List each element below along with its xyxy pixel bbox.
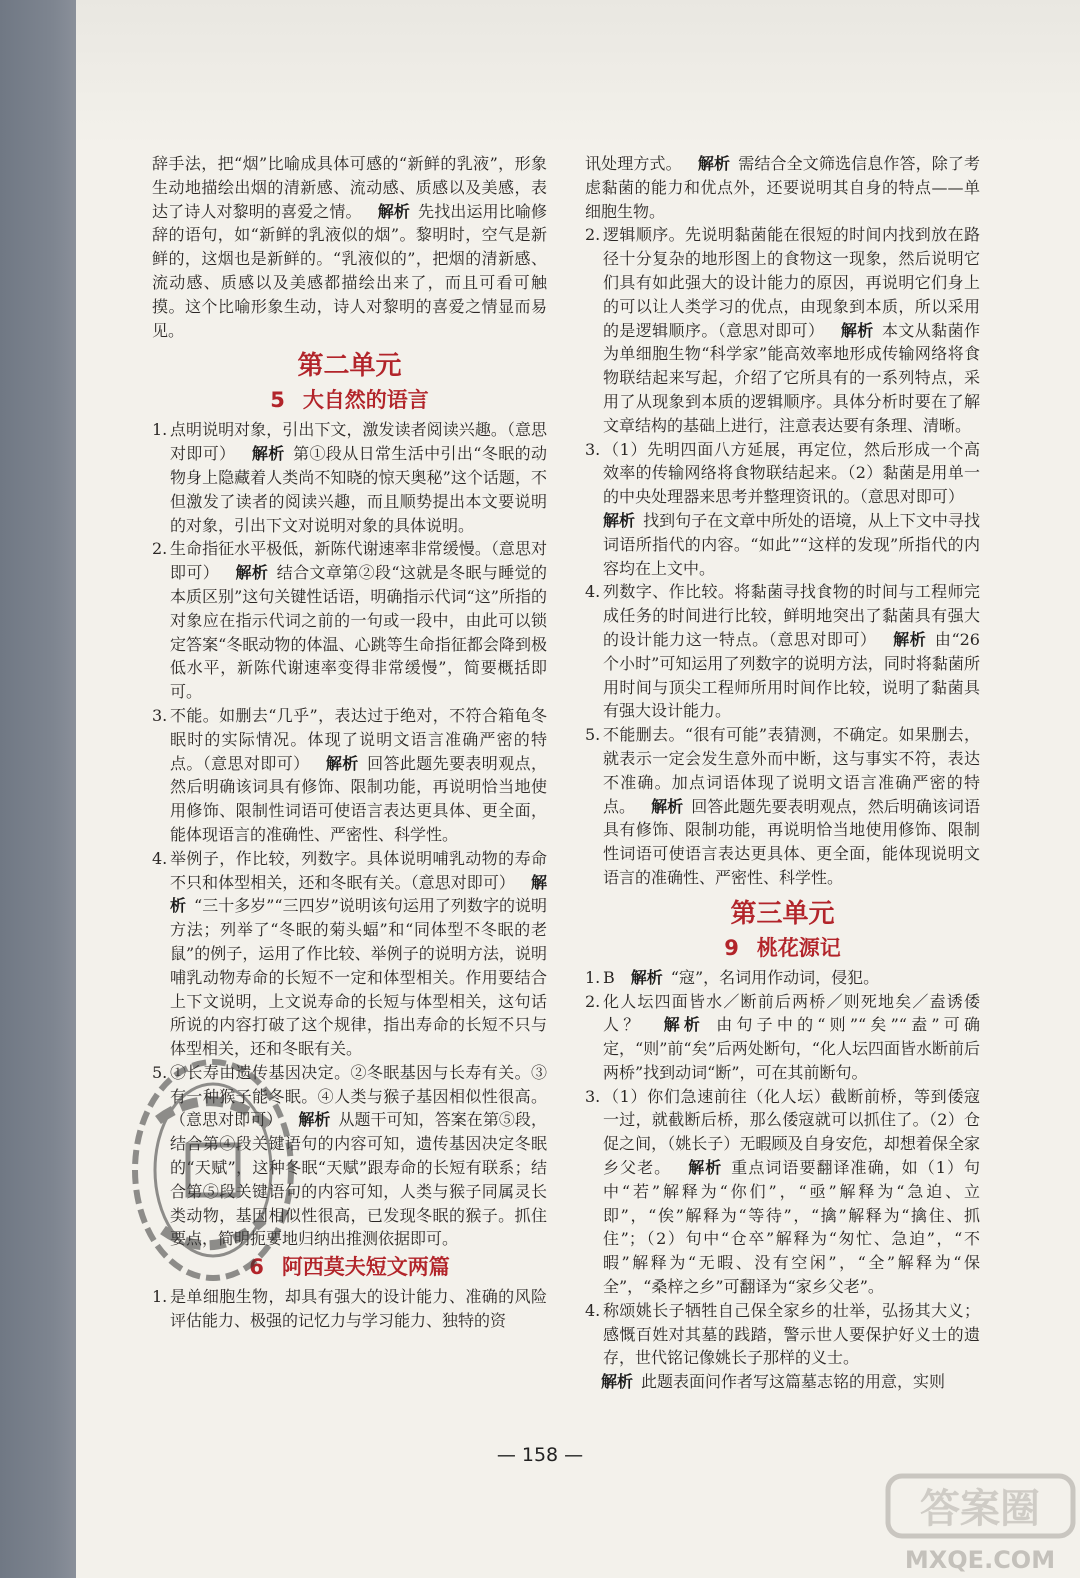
lesson-number: 6 [249,1255,264,1280]
page-number: — 158 — [496,1444,584,1466]
analysis-label: 解析 [659,1015,705,1035]
analysis-text: “寇”，名词用作动词，侵犯。 [670,967,880,987]
answer-text: 讯处理方式。 [585,154,682,173]
answer-continuation [152,152,547,342]
answer-text: 称颂姚长子牺牲自己保全家乡的壮举，弘扬其大义；感慨百姓对其墓的践踏，警示世人要保护好义士的遗存，世代铭记像姚长子那样的义士。 [603,1300,980,1368]
answer-number: 1. [152,420,168,440]
answer-number: 1. [152,1287,168,1307]
analysis-text: 回答此题先要表明观点，然后明确该词语具有修饰、限制功能，再说明恰当地使用修饰、限制性词语可使语言表达更具体、更全面，能体现说明文语言的准确性、严密性、科学性。 [603,796,980,887]
watermark-url: MXQE.COM [904,1546,1056,1574]
analysis-text: 找到句子在文章中所处的语境，从上下文中寻找词语所指代的内容。“如此”“这样的发现”所指代的内容均在上文中。 [603,510,980,578]
lesson-heading [152,384,547,416]
answer-item [585,966,980,990]
unit-heading: 第三单元 [730,898,835,929]
answer-text: 生命指征水平极低，新陈代谢速率非常缓慢。（意思对即可） [170,539,547,583]
answer-item [585,580,980,723]
analysis-label: 解析 [651,796,684,816]
book-spine-shadow [0,0,76,1578]
answer-number: 2. [585,225,601,245]
answer-item [152,847,547,1061]
answer-item [585,438,980,581]
answer-number: 3. [152,705,168,725]
analysis-label: 解析 [325,753,359,773]
answer-text: （1）先明四面八方延展，再定位，然后形成一个高效率的传输网络将食物联结起来。（2）黏菌是用单一的中央处理器来思考并整理资讯的。（意思对即可） [603,439,980,507]
right-column [585,152,980,1394]
answer-text: 点明说明对象，引出下文，激发读者阅读兴趣。（意思对即可） [170,420,547,464]
analysis-text: 结合文章第②段“这就是冬眠与睡觉的本质区别”这句关键性话语，明确指示代词“这”所指的对象应在指示代词之前的一句或一段中，由此可以锁定答案“冬眠动物的体温、心跳等生命指征都会降到极低水平，新陈代谢速率变得非常缓慢”，简要概括即可。 [170,563,547,702]
answer-text: 是单细胞生物，却具有强大的设计能力、准确的风险评估能力、极强的记忆力与学习能力、独特的资 [170,1287,547,1331]
answer-text: 举例子，作比较，列数字。具体说明哺乳动物的寿命不只和体型相关，还和冬眠有关。（意思对即可） [170,848,547,892]
page-top-margin [76,0,1080,145]
analysis-label: 解析 [840,320,874,340]
answer-text: 不能删去。“很有可能”表猜测，不确定。如果删去，就表示一定会发生意外而中断，这与事实不符，表达不准确。加点词语体现了说明文语言准确严密的特点。 [603,725,980,816]
lesson-title: 阿西莫夫短文两篇 [281,1255,450,1280]
answer-continuation [585,152,980,223]
answer-number: 3. [585,439,601,459]
analysis-text: 重点词语要翻译准确，如（1）句中“若”解释为“你们”，“亟”解释为“急迫、立即”，“俟”解释为“等待”，“擒”解释为“擒住、抓住”；（2）句中“仓卒”解释为“匆忙、急迫”，“不暇”解释为“无暇、没有空闲”，“全”解释为“保全”，“桑梓之乡”可翻译为“家乡父老”。 [603,1158,980,1297]
answer-item [585,1299,980,1370]
analysis-text: 回答此题先要表明观点，然后明确该词具有修饰、限制功能，再说明恰当地使用修饰、限制性词语可使语言表达更具体、更全面，能体现语言的准确性、严密性、科学性。 [170,753,547,844]
answer-number: 2. [585,991,601,1011]
analysis-text: 此题表面问作者写这篇墓志铭的用意，实则 [641,1372,946,1392]
lesson-number: 5 [270,388,285,413]
analysis-label: 解析 [892,629,927,649]
answer-item [585,723,980,890]
answer-number: 1. [585,967,601,987]
lesson-title: 桃花源记 [756,935,841,960]
answer-item [152,537,547,704]
lesson-number: 9 [724,935,739,960]
stamp-icon [118,1050,308,1290]
analysis-text: 先找出运用比喻修辞的语句，如“新鲜的乳液似的烟”。黎明时，空气是新鲜的，这烟也是新鲜的。“乳液似的”，把烟的清新感、流动感、质感以及美感都描绘出来了，而且可看可触摸。这个比喻形象生动，诗人对黎明的喜爱之情显而易见。 [152,201,547,340]
answer-continuation [585,1370,980,1394]
lesson-title: 大自然的语言 [302,388,429,413]
analysis-label: 解析 [601,1372,634,1392]
watermark-logo [870,1470,1080,1578]
analysis-label: 解析 [235,563,269,583]
answer-number: 4. [585,1300,601,1320]
analysis-label: 解析 [377,201,410,221]
analysis-label: 解析 [687,1158,723,1178]
analysis-text: 从题干可知，答案在第⑤段，结合第④段关键语句的内容可知，遗传基因决定冬眠的“天赋”，这种冬眠“天赋”跟寿命的长短有联系；结合第⑤段关键语句的内容可知，人类与猴子同属灵长类动物，基因相似性很高，已发现冬眠的猴子。抓住要点，简明扼要地归纳出推测依据即可。 [170,1110,547,1249]
analysis-label: 解析 [603,510,636,530]
watermark-text: 答案圈 [920,1486,1040,1532]
answer-text: （1）你们急速前往（化人坛）截断前桥，等到倭寇一过，就截断后桥，那么倭寇就可以抓住了。（2）仓促之间，（姚长子）无暇顾及自身安危，却想着保全家乡父老。 [603,1086,980,1178]
analysis-label: 解析 [298,1110,331,1130]
answer-text: B [603,967,615,987]
lesson-heading [585,932,980,964]
answer-item [152,418,547,537]
analysis-text: 本文从黏菌作为单细胞生物“科学家”能高效率地形成传输网络将食物联结起来写起，介绍了它所具有的一系列特点，采用了从现象到本质的逻辑顺序。具体分析时要在了解文章结构的基础上进行，注意表达要有条理、清晰。 [603,320,980,435]
answer-item [585,223,980,437]
answer-text: 逻辑顺序。先说明黏菌能在很短的时间内找到放在路径十分复杂的地形图上的食物这一现象，然后说明它们具有如此强大的设计能力的原因，再说明它们身上的可以让人类学习的优点，由现象到本质，所以采用的是逻辑顺序。（意思对即可） [603,225,980,340]
analysis-label: 解析 [697,154,731,173]
analysis-text: 第①段从日常生活中引出“冬眠的动物身上隐藏着人类尚不知晓的惊天奥秘”这个话题，不但激发了读者的阅读兴趣，而且顺势提出本文要说明的对象，引出下文对说明对象的具体说明。 [170,444,547,535]
answer-item [152,1285,547,1333]
answer-text: ①长寿由遗传基因决定。②冬眠基因与长寿有关。③有一种猴子能冬眠。④人类与猴子基因相似性很高。（意思对即可） [170,1062,547,1130]
answer-number: 5. [152,1062,168,1082]
answer-number: 3. [585,1086,601,1106]
answer-number: 4. [152,848,168,868]
answer-text: 辞手法，把“烟”比喻成具体可感的“新鲜的乳液”，形象生动地描绘出烟的清新感、流动感、质感以及美感，表达了诗人对黎明的喜爱之情。 [152,154,547,221]
analysis-label: 解析 [251,444,285,464]
answer-item [585,1085,980,1299]
unit-heading: 第二单元 [297,351,402,382]
analysis-text: 由“26个小时”可知运用了列数字的说明方法，同时将黏菌所用时间与顶尖工程师所用时间作比较，说明了黏菌具有强大设计能力。 [603,629,980,721]
answer-text: 不能。如删去“几乎”，表达过于绝对，不符合箱龟冬眠时的实际情况。体现了说明文语言准确严密的特点。（意思对即可） [170,705,547,773]
analysis-text: 由句子中的“则”“矣”“盍”可确定，“则”前“矣”后两处断句，“化人坛四面皆水断前后两桥”找到动词“断”，可在其前断句。 [603,1015,980,1082]
analysis-text: “三十多岁”“三四岁”说明该句运用了列数字的说明方法；列举了“冬眠的菊头蝠”和“同体型不冬眠的老鼠”的例子，运用了作比较、举例子的说明方法，说明哺乳动物寿命的长短不一定和体型相关。作用要结合上下文说明，上文说寿命的长短与体型相关，这句话所说的内容打破了这个规律，指出寿命的长短不只与体型相关，还和冬眠有关。 [170,896,547,1059]
answer-number: 2. [152,539,168,559]
analysis-label: 解析 [170,872,547,916]
answer-number: 5. [585,725,601,745]
answer-text: 化人坛四面皆水／断前后两桥／则死地矣／盍诱倭人？ [603,991,980,1035]
answer-number: 4. [585,582,601,602]
analysis-label: 解析 [630,967,663,987]
answer-text: 列数字、作比较。将黏菌寻找食物的时间与工程师完成任务的时间进行比较，鲜明地突出了黏菌具有强大的设计能力这一特点。（意思对即可） [603,582,980,649]
answer-item [152,704,547,847]
analysis-text: 需结合全文筛选信息作答，除了考虑黏菌的能力和优点外，还要说明其自身的特点——单细胞生物。 [585,154,980,221]
answer-item [585,990,980,1085]
